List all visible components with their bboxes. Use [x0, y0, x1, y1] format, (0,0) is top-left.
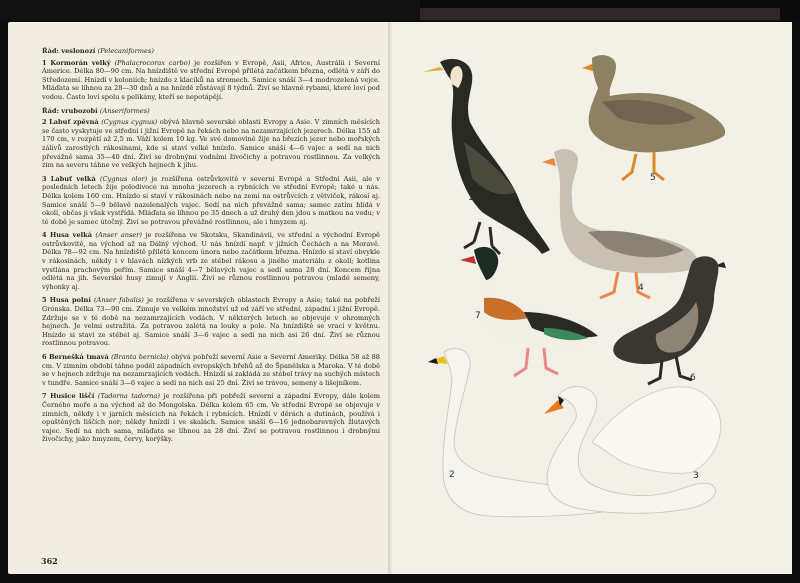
entry-latin: (Cygnus olor) — [99, 174, 148, 183]
species-entry-5 — [42, 296, 380, 348]
order-label: Řád: veslonozí — [42, 47, 96, 55]
greylag-goose-illustration — [542, 149, 698, 298]
plate-label-1: 1 — [468, 193, 474, 203]
species-entry-4 — [42, 231, 380, 291]
plate-label-3: 3 — [693, 471, 699, 481]
text-column — [42, 47, 380, 449]
top-dark-strip — [0, 0, 800, 20]
entry-number: 6 — [42, 353, 47, 361]
plate-label-4: 4 — [638, 283, 644, 293]
species-entry-6 — [42, 353, 380, 387]
plate-label-2: 2 — [449, 470, 455, 480]
species-entry-1 — [42, 59, 380, 102]
brent-goose-illustration — [613, 256, 726, 384]
order-heading-anseriformes — [42, 107, 380, 116]
bean-goose-illustration — [582, 55, 725, 180]
entry-number: 2 — [42, 118, 47, 127]
entry-latin: (Tadorna tadorna) — [97, 392, 160, 401]
entry-latin: (Branta bernicla) — [111, 353, 169, 361]
order-label: Řád: vrubozobí — [42, 106, 98, 115]
entry-text: je rozšířena při pobřeží severní a západní Evropy, dále kolem Černého moře a na východ až do Mongolska. Délka kolem 65 cm. Ve střední Evropě se objevuje v zimních, někdy i v jarních měsících na řekách i rybnících. Hnízdí v děrách a dutinách, používá i opuštěných liščích nor; někdy hnízdí i ve skalách. Samice snáší 6—16 jednobarevných žlutavých vajec. Sedí na nich sama, mláďata se líhnou za 28 dní. Živí se potravou rostlinnou i drobnými živočichy, jako hmyzem, červy, korýšky. — [42, 392, 380, 444]
entry-name: Kormorán velký — [50, 58, 111, 67]
order-heading-pelecaniformes — [42, 47, 380, 56]
entry-latin: (Anser anser) — [95, 231, 142, 240]
entry-number: 1 — [42, 58, 47, 67]
entry-name: Labuť zpěvná — [49, 118, 99, 127]
entry-name: Labuť velká — [50, 174, 96, 183]
entry-name: Husice liščí — [50, 392, 95, 401]
entry-text: je rozšířen v Evropě, Asii, Africe, Austrálii i Severní Americe. Délka 80—90 cm. Na hnízdiště ve střední Evropě přilétá začátkem března, odlétá v září do Středozemí. Hnízdí v koloniích; hnízdo z klacíků na stromech. Samice snáší 3—4 modrozelená vejce. Mláďata se líhnou za 28—30 dnů a na hnízdě zůstávají 8 týdnů. Živí se hlavně rybami, které loví pod vodou. Často loví spolu s pelikány, kteří se nepotápějí. — [42, 58, 380, 101]
mute-swan-illustration — [544, 386, 721, 513]
entry-text: obývá pobřeží severní Asie a Severní Ameriky. Délka 58 až 88 cm. V zimním období táhne podél západních evropských břehů až do Španělska a Maroka. V té době se v hejnech zdržuje na nezamrzajících vodách. Hnízdí si zakládá ze stébel trávy na suchých místech v tundře. Samice snáší 3—6 vajec a sedí na nich asi 25 dní. Živí se trávou, semeny a lišejníkem. — [42, 353, 380, 387]
entry-name: Husa polní — [49, 296, 91, 305]
plate-label-6: 6 — [690, 373, 696, 383]
species-entry-2 — [42, 118, 380, 170]
right-page-plate — [392, 22, 792, 574]
entry-number: 7 — [42, 392, 47, 401]
entry-latin: (Anser fabalis) — [93, 296, 144, 305]
plate-label-7: 7 — [475, 311, 481, 321]
entry-latin: (Cygnus cygnus) — [101, 118, 158, 127]
entry-text: je rozšířena ostrůvkovitě v severní Evropě a Střední Asii, ale v posledních letech žije polodivoce na mnoha jezerech a rybnících ve střední Evropě; také u nás. Délka kolem 160 cm. Hnízdo si staví v rákosinách nebo na zemi na ostrůvcích z větviček, rákosí aj. Samice snáší 5—9 bělavě nazelenalých vajec. Sedí na nich převážně sama; samec zatím hlídá v okolí, občas ji však vystřídá. Mláďata se líhnou po 35 dnech a už druhý den jdou s matkou na vodu; v té době je samec útočný. Živí se potravou převážně rostlinnou, ale i hmyzem aj. — [42, 174, 380, 226]
bird-plate-illustration — [392, 22, 792, 574]
entry-text: je rozšířena ve Skotsku, Skandinávii, ve střední a východní Evropě ostrůvkovitě, na východ až na Dálný východ. U nás hnízdí např. v jižních Čechách a na Moravě. Délka 78—92 cm. Na hnízdiště přilétá koncem února nebo začátkem března. Hnízdo si staví obvykle v rákosinách, někdy i v hlavách nízkých vrb ze stébel rákosu a jiného materiálu z okolí; kotlina vystlána prachovým peřím. Samice snáší 4—7 bělavých vajec a sedí sama 28 dní. Koncem října odlétá na jih. Severské husy zimují v Anglii. Živí se různou rostlinnou potravou (mladé semeny, výhonky aj. — [42, 231, 380, 291]
entry-text: je rozšířena v severských oblastech Evropy a Asie; také na pobřeží Grónska. Délka 73—90 cm. Zimuje ve velkém množství už od září ve střední, západní i jižní Evropě. Zdržuje se v té době na nezamrzajících vodách. V některých letech se objevuje v ohromných hejnech. Je velmi ostražitá. Za potravou zalétá na louky a pole. Na hnízdiště se vrací v květnu. Hnízdo si staví ze stébel aj. Samice snáší 3—6 vajec a sedí na nich asi 26 dní. Živí se různou rostlinnou potravou. — [42, 296, 380, 348]
species-entry-3 — [42, 175, 380, 227]
shelduck-illustration — [460, 247, 603, 376]
left-page — [8, 22, 390, 574]
order-latin: (Pelecaniformes) — [97, 47, 154, 55]
order-latin: (Anseriformes) — [99, 106, 150, 115]
page-number: 362 — [41, 556, 58, 566]
plate-label-5: 5 — [650, 173, 656, 183]
entry-text: obývá hlavně severské oblasti Evropy a Asie. V zimních měsících se často vyskytuje ve střední i jižní Evropě na řekách nebo na nezamrzajících jezerech. Délka 155 až 170 cm, v rozpětí až 2,5 m. Váží kolem 10 kg. Ve své domovině žije na březích jezer nebo mořských zálivů zarostlých rákosinami, kde si staví velké hnízdo. Samice snáší 4—6 vajec a sedí na nich převážně sama 35—40 dní. Živí se drobnými vodními živočichy a potravou rostlinnou. Za velkých zim na severu táhne ve velkých hejnech k jihu. — [42, 118, 380, 170]
entry-latin: (Phalacrocorax carbo) — [114, 58, 191, 67]
species-entry-7 — [42, 392, 380, 444]
entry-number: 5 — [42, 296, 47, 305]
entry-number: 4 — [42, 231, 47, 240]
entry-number: 3 — [42, 174, 47, 183]
entry-name: Husa velká — [50, 231, 92, 240]
entry-name: Bernešká tmavá — [48, 353, 109, 361]
cormorant-illustration — [422, 59, 550, 254]
